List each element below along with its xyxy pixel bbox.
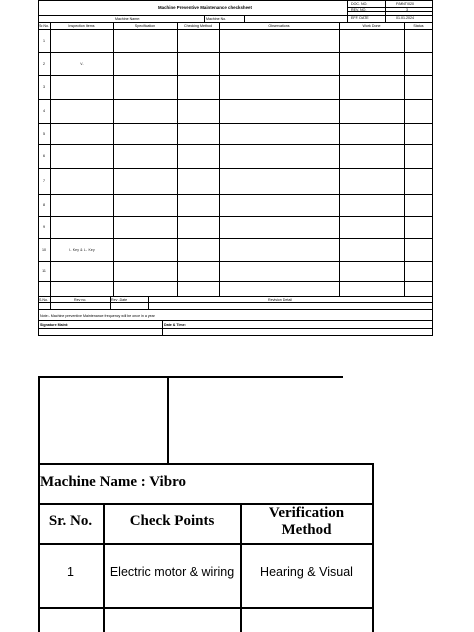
excerpt-col-sr-no: Sr. No. — [48, 513, 93, 529]
excerpt-page — [38, 376, 438, 632]
hline — [38, 328, 433, 329]
row-specification — [114, 125, 177, 143]
row-specification — [114, 196, 177, 215]
row-divider — [38, 281, 433, 282]
table-row — [38, 168, 433, 194]
xline — [38, 543, 374, 545]
row-sr-no: 7 — [43, 179, 45, 183]
revision-s-no: S.No. — [39, 297, 48, 302]
maintenance-note: Note:- Machine preventive Maintenance frequency will be once in a year — [40, 314, 155, 318]
eff-date-label: EFF. DATE — [351, 16, 369, 20]
row-specification — [114, 77, 177, 98]
row-specification — [114, 54, 177, 74]
row-sr-no: 11 — [42, 269, 46, 273]
col-observations: Observations — [268, 23, 290, 28]
vline — [204, 15, 205, 22]
col-work-done: Work Done — [362, 23, 381, 28]
excerpt-row1-method: Hearing & Visual — [260, 565, 353, 579]
col-inspection-items: Inspection Items — [68, 23, 95, 28]
col-sr-no: Sr.No. — [39, 23, 49, 28]
row-sr-no: 3 — [43, 85, 45, 89]
hline — [38, 309, 433, 310]
table-row — [38, 52, 433, 75]
excerpt-col-verification-line1: Verification — [268, 505, 345, 521]
rev-no-value: 3 — [406, 7, 408, 12]
signature-label: Signature Maint: — [40, 322, 69, 327]
eff-date-value: 01.01.2024 — [396, 16, 414, 20]
checksheet-title: Machine Preventive Maintenance checksheet — [158, 5, 252, 10]
row-sr-no: 10 — [42, 248, 46, 252]
excerpt-row1-sr: 1 — [67, 565, 74, 579]
table-row — [38, 29, 433, 52]
table-row — [38, 144, 433, 168]
xline — [38, 607, 374, 609]
row-inspection-item: I- Key & L- Key — [69, 248, 95, 252]
revision-rev-date: Rev -Date — [111, 297, 128, 302]
row-specification — [114, 31, 177, 51]
row-sr-no: 1 — [43, 39, 45, 43]
frame-bottom — [38, 335, 433, 336]
excerpt-col-check-points: Check Points — [129, 513, 215, 529]
vline — [50, 296, 51, 309]
xline — [167, 376, 169, 463]
table-row — [38, 238, 433, 261]
checksheet-page — [38, 0, 433, 336]
table-row — [38, 99, 433, 123]
row-specification — [114, 218, 177, 237]
revision-rev-no: Rev no. — [74, 297, 87, 302]
row-specification — [114, 170, 177, 193]
doc-no-value: F/MNT/020 — [396, 2, 414, 6]
row-sr-no: 2 — [43, 62, 45, 66]
machine-no-label: Machine No. — [206, 16, 227, 21]
hline — [38, 302, 433, 303]
col-status: Status — [413, 23, 424, 28]
row-sr-no: 9 — [43, 225, 45, 229]
hline — [38, 15, 433, 16]
row-specification — [114, 263, 177, 280]
rev-no-label: REV. NO. — [351, 7, 367, 12]
row-sr-no: 5 — [43, 132, 45, 136]
table-row — [38, 216, 433, 238]
xline — [38, 463, 374, 465]
machine-name: Machine Name : Vibro — [40, 474, 186, 490]
vline — [148, 296, 149, 309]
revision-detail: Revision Detail — [268, 297, 292, 302]
hline — [38, 320, 433, 321]
col-specification: Specification — [134, 23, 156, 28]
row-specification — [114, 240, 177, 260]
table-row — [38, 261, 433, 281]
vline — [162, 320, 163, 336]
table-row — [38, 194, 433, 216]
row-specification — [114, 101, 177, 122]
date-time-label: Date & Time: — [164, 322, 186, 327]
doc-no-label: DOC. NO. — [351, 2, 368, 6]
table-row — [38, 123, 433, 144]
row-sr-no: 8 — [43, 203, 45, 207]
row-sr-no: 6 — [43, 154, 45, 158]
vline — [244, 15, 245, 22]
machine-name-label: Machine Name: — [115, 16, 141, 21]
excerpt-col-verification-line2: Method — [281, 522, 332, 538]
table-row — [38, 75, 433, 99]
col-checking-method: Checking Method — [184, 23, 212, 28]
xline — [38, 376, 343, 378]
row-sr-no: 4 — [43, 109, 45, 113]
hline — [38, 296, 433, 297]
row-inspection-item: V- — [80, 62, 84, 66]
row-specification — [114, 146, 177, 167]
excerpt-row1-check-point: Electric motor & wiring — [109, 565, 235, 579]
frame-top — [38, 0, 433, 1]
